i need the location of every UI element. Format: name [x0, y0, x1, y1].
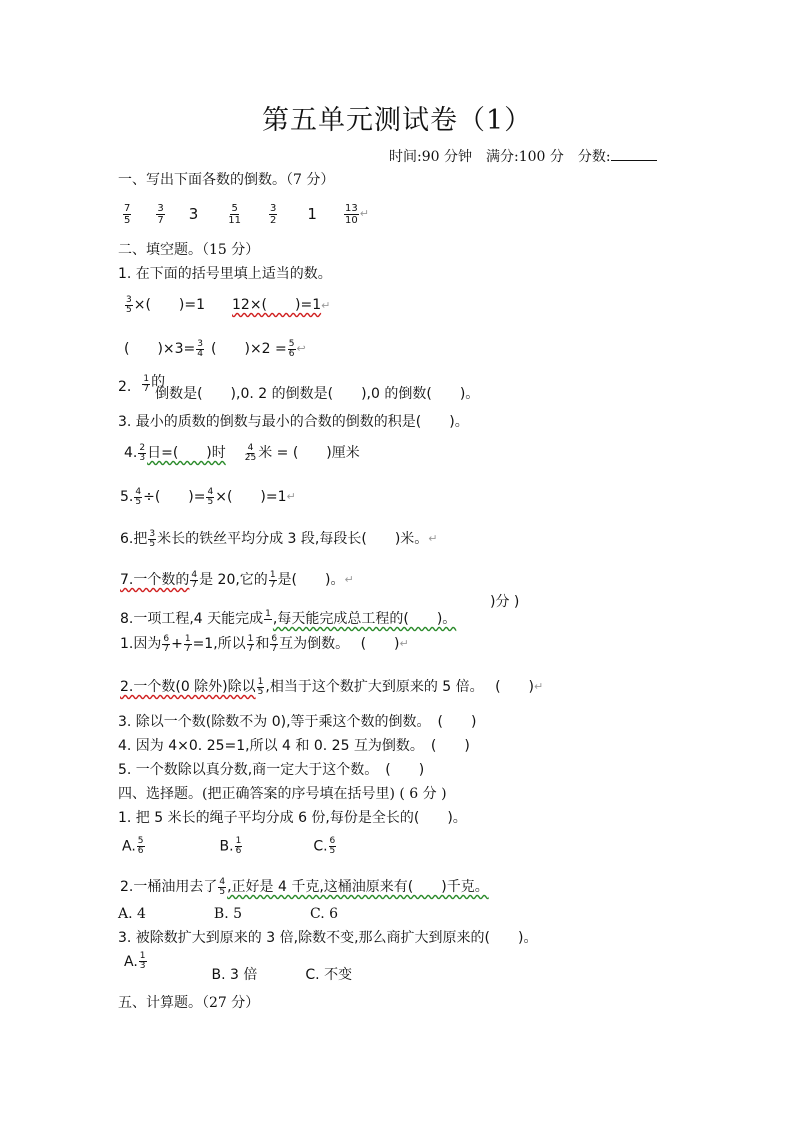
- fill-q3: 3. 最小的质数的倒数与最小的合数的倒数的积是( )。: [118, 414, 469, 430]
- fill-q1c: ( )×3= $\frac{3}{4}$ ( )×2 = $\frac{5}{6}$ ↩: [124, 338, 306, 359]
- score-blank: [611, 146, 657, 161]
- choice-q1-options: [122, 832, 337, 860]
- section-4-heading: 四、选择题。(把正确答案的序号填在括号里) ( 6 分 ): [118, 786, 447, 802]
- item-fraction: $\frac{13}{10}$: [344, 202, 358, 226]
- item-fraction: $\frac{5}{11}$: [228, 202, 242, 226]
- section-1-heading: 一、写出下面各数的倒数。（7 分）: [118, 172, 335, 188]
- section-5-heading: 五、计算题。（27 分）: [118, 995, 260, 1011]
- expr-text: ( )×2 =: [211, 341, 287, 357]
- fraction: $\frac{4}{5}$: [207, 486, 214, 507]
- choice-q3-options: [124, 952, 352, 982]
- judge-q1: 1.因为 $\frac{6}{7}$ + $\frac{1}{7}$ =1,所以 $\frac{1}{7}$ 和 $\frac{6}{7}$ 互为倒数。 ( ) ↵: [120, 633, 409, 654]
- option-b: B. $\frac{1}{6}$: [219, 835, 242, 856]
- fraction: $\frac{6}{7}$: [271, 633, 278, 654]
- fill-q8: 8.一项工程,4 天能完成 1 ,每天能完成总工程的( )。: [120, 608, 457, 627]
- fraction-de: $\frac{1}{7}$ 的: [143, 373, 166, 394]
- option-a: A. $\frac{5}{6}$: [122, 835, 144, 856]
- item-fraction: $\frac{7}{5}$: [124, 202, 131, 226]
- fraction: $\frac{4}{7}$: [191, 569, 198, 590]
- judge-q2: 2.一个数(0 除外)除以 $\frac{1}{5}$ ,相当于这个数扩大到原来的 5 倍。 ( ) ↵: [120, 676, 544, 697]
- fraction: $\frac{5}{6}$: [288, 338, 295, 359]
- exam-meta: [389, 146, 657, 166]
- fraction: 1: [265, 608, 271, 619]
- choice-q1: 1. 把 5 米长的绳子平均分成 6 份,每份是全长的( )。: [118, 810, 467, 826]
- reciprocal-items: [122, 197, 369, 231]
- fraction: $\frac{1}{7}$: [247, 633, 254, 654]
- fraction: $\frac{4}{5}$: [219, 876, 226, 897]
- return-mark: ↵: [359, 207, 369, 220]
- page-title: 第五单元测试卷（1）: [262, 105, 533, 136]
- fill-q5: 5. $\frac{4}{5}$ ÷( )= $\frac{4}{5}$ ×( )=1 ↵: [120, 486, 296, 507]
- fill-q2: [118, 370, 479, 404]
- fraction: $\frac{3}{5}$: [126, 294, 132, 315]
- judge-q4: 4. 因为 4×0. 25=1,所以 4 和 0. 25 互为倒数。 ( ): [118, 738, 470, 754]
- item-whole: 3: [188, 205, 199, 223]
- fraction: $\frac{3}{5}$: [149, 528, 156, 549]
- item-whole: 1: [307, 205, 317, 223]
- fraction: $\frac{4}{5}$: [135, 486, 142, 507]
- fraction: $\frac{1}{7}$: [269, 569, 276, 590]
- item-fraction: $\frac{3}{7}$: [157, 202, 164, 226]
- item-fraction: $\frac{3}{2}$: [270, 202, 277, 226]
- section-3-heading-fragment: )分 ): [490, 594, 520, 610]
- exam-meta-text: 时间:90 分钟 满分:100 分 分数:: [389, 149, 611, 165]
- fill-q1: 1. 在下面的括号里填上适当的数。: [118, 266, 332, 282]
- choice-q2-options: [118, 905, 338, 923]
- option-c: C. $\frac{6}{5}$: [313, 835, 336, 856]
- fill-q1a: [124, 292, 205, 318]
- judge-q5: 5. 一个数除以真分数,商一定大于这个数。 ( ): [118, 762, 425, 778]
- fraction: $\frac{1}{5}$: [257, 676, 264, 697]
- expr-text: 倒数是( ),0. 2 的倒数是( ),0 的倒数( )。: [155, 386, 480, 402]
- option-b: B. 5: [213, 906, 243, 922]
- option-c: C. 不变: [305, 967, 353, 983]
- expr-text: 12×( )=1: [232, 297, 322, 313]
- fraction: $\frac{3}{4}$: [197, 338, 204, 359]
- judge-q3: 3. 除以一个数(除数不为 0),等于乘这个数的倒数。 ( ): [118, 714, 477, 730]
- expr-text: 米 = ( )厘米: [258, 445, 360, 461]
- fill-q1b: 12×( )=1↵: [232, 297, 331, 313]
- option-c: C. 6: [310, 906, 339, 922]
- expr-text: ×( )=1: [133, 297, 206, 313]
- fill-q4: 4. $\frac{2}{3}$ 日=( )时 $\frac{4}{25}$ 米 = ( )厘米: [124, 442, 360, 463]
- expr-text: ( )×3=: [124, 341, 196, 357]
- option-a: A. $\frac{1}{3}$: [124, 951, 146, 971]
- fill-q6: 6.把 $\frac{3}{5}$ 米长的铁丝平均分成 3 段,每段长( )米。 ↵: [120, 528, 438, 549]
- fraction: $\frac{6}{7}$: [163, 633, 170, 654]
- expr-text: 日=( )时: [147, 445, 226, 461]
- question-number: 2.: [118, 379, 132, 395]
- fraction: $\frac{1}{7}$: [184, 633, 191, 654]
- choice-q3: 3. 被除数扩大到原来的 3 倍,除数不变,那么商扩大到原来的( )。: [118, 930, 538, 946]
- option-b: B. 3 倍: [211, 967, 258, 983]
- fill-q7: 7.一个数的 $\frac{4}{7}$ 是 20,它的 $\frac{1}{7}$ 是( )。 ↵: [120, 569, 354, 590]
- fraction: $\frac{4}{25}$: [244, 442, 257, 463]
- choice-q2: 2.一桶油用去了 $\frac{4}{5}$ ,正好是 4 千克,这桶油原来有( )千克。: [120, 876, 489, 897]
- option-a: A. 4: [118, 906, 146, 922]
- fraction: $\frac{2}{3}$: [139, 442, 146, 463]
- section-2-heading: 二、填空题。（15 分）: [118, 242, 260, 258]
